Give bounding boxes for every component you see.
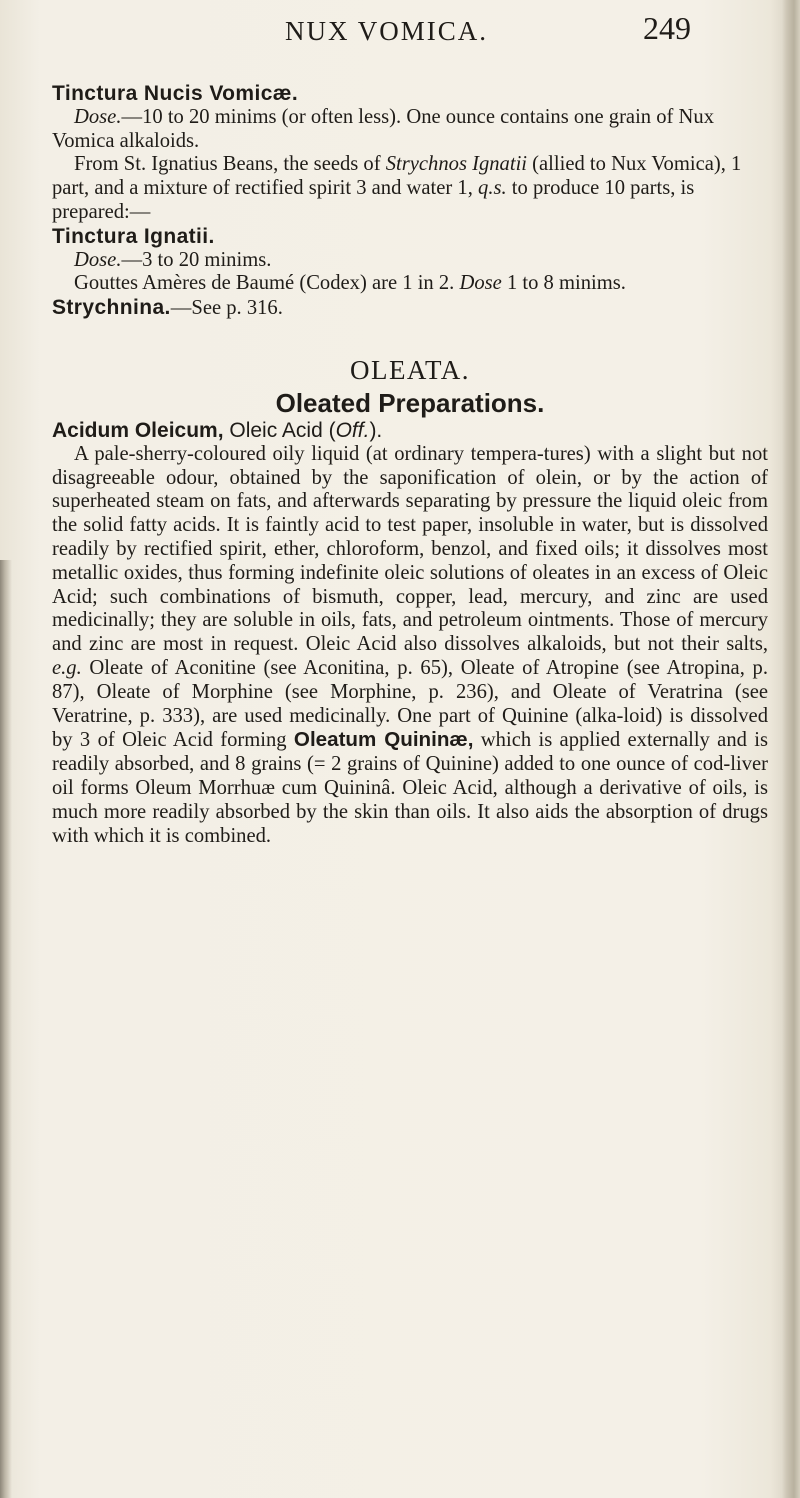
dose-text: —10 to 20 minims (or often less). One ounce contains one grain of Nux Vomica alkaloids. [52,105,715,152]
gouttes-text: Gouttes Amères de Baumé (Codex) are 1 in 2. [74,272,460,295]
tinctura-ignatii-preparation [52,153,768,224]
gouttes-ameres [52,272,768,296]
strychnina-text: —See p. 316. [170,297,283,320]
title-close: ). [369,418,383,442]
oleata-heading-block [52,353,768,419]
tinctura-ignatii-title: Tinctura Ignatii. [52,224,215,248]
desc-part-1: A pale-sherry-coloured oily liquid (at ordinary tempera-tures) with a slight but not disagreeable odour, obtained by the saponification of olein, or by the action of superheated steam on fats, and afterwards separating by pressure the liquid oleic from the solid fatty acids. It is faintly acid to test paper, insoluble in water, but is dissolved readily by rectified spirit, ether, chloroform, benzol, and fixed oils; it dissolves most metallic oxides, thus forming indefinite oleic solutions of oleates in an excess of Oleic Acid; such combinations of bismuth, copper, lead, mercury, and zinc are used medicinally; they are soluble in oils, fats, and petroleum ointments. Those of mercury and zinc are most in request. Oleic Acid also dissolves alkaloids, but not their salts, [52,442,768,656]
page-edge-shadow [782,0,800,1498]
from-rest: (allied to Nux Vomica), 1 part, and a mixture of rectified spirit 3 and water 1, [52,153,742,200]
oleatum-quininae: Oleatum Quininæ, [293,728,474,752]
from-end: to produce 10 parts, is prepared:— [52,177,695,223]
tinctura-ignatii-dose [52,249,768,273]
page-body [52,82,768,848]
acidum-oleicum-description [52,443,768,849]
acidum-oleicum-name: Acidum Oleicum, [52,418,224,442]
page-number: 249 [643,10,691,46]
official-mark: Off. [335,418,370,442]
section-heading: OLEATA. [349,354,471,385]
strychnina-entry [52,296,768,321]
dose-label: Dose. [74,105,122,128]
tinctura-nucis-title: Tinctura Nucis Vomicæ. [52,82,299,105]
desc-part-2: Oleate of Aconitine (see Aconitina, p. 65), Oleate of Atropine (see Atropina, p. 87), Oleate of Morphine (see Morphine, p. 236), and Oleate of Veratrina (see Veratrine, p. 333), are used medicinally. One part of Quinine (alka-loid) is dissolved by 3 of Oleic Acid forming [52,656,768,752]
page-header [0,6,800,46]
gouttes-dose-label: Dose [459,272,502,295]
eg-abbrev: e.g. [52,656,82,679]
running-head: NUX VOMICA. [285,16,489,46]
gouttes-dose-text: 1 to 8 minims. [501,272,626,295]
section-subheading: Oleated Preparations. [275,387,545,418]
page-gutter-shadow [0,560,12,1498]
dose-label: Dose. [74,248,122,271]
from-intro: From St. Ignatius Beans, the seeds of [74,153,386,176]
tinctura-nucis-dose [52,106,768,154]
qs-abbrev: q.s. [478,177,507,200]
acidum-oleicum-title [52,419,768,443]
strychnina-title: Strychnina. [52,296,171,320]
species-name: Strychnos Ignatii [385,153,528,176]
dose-text: —3 to 20 minims. [121,248,272,271]
oleic-acid-english: Oleic Acid ( [223,418,336,442]
desc-part-3: which is applied externally and is readily absorbed, and 8 grains (= 2 grains of Quinine) added to one ounce of cod-liver oil forms Oleum Morrhuæ cum Quininâ. Oleic Acid, although a derivative of oils, is much more readily absorbed by the skin than oils. It also aids the absorption of drugs with which it is combined. [52,729,768,847]
